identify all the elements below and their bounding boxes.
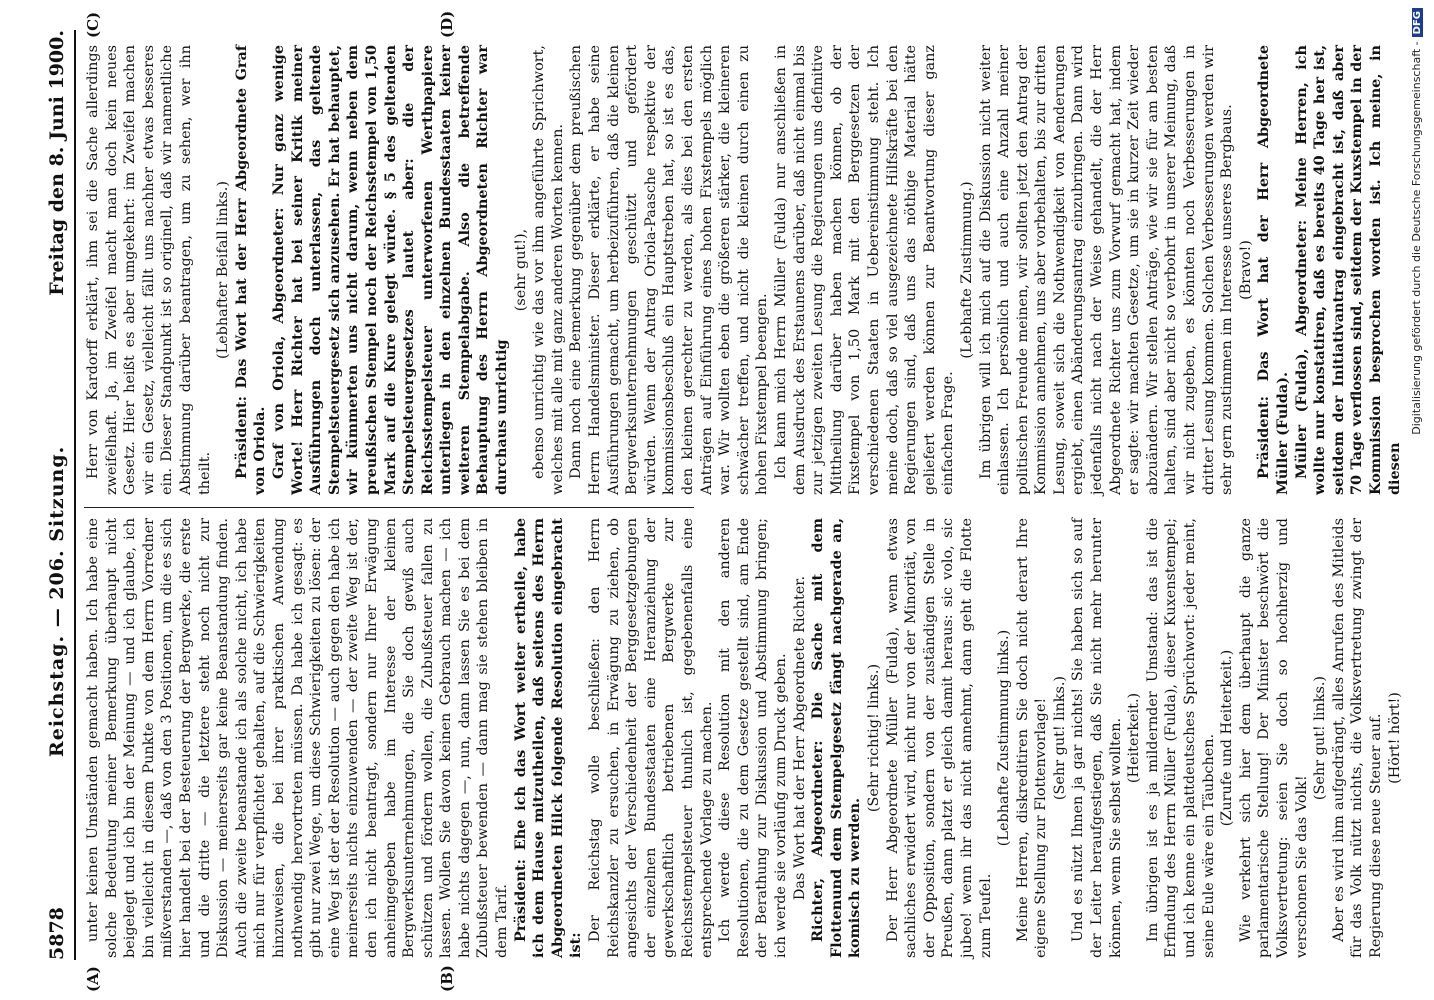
paragraph: (Heiterkeit.) [1126,692,1143,784]
dfg-logo: DFG [1412,8,1423,37]
paragraph: Müller (Fulda), Abgeordneter: Meine Herren, ich wollte nur konstatiren, daß es bereits 40 Tage her ist, seitdem der Initiativantrag eingebracht ist, daß aber 70 Tage verflossen sind, seitdem der Kuxstempel in der Kommission besprochen worden ist. Ich meine, in diesen [1292,45,1403,495]
paragraph: (Zurufe und Heiterkeit.) [1219,649,1236,827]
left-column [84,518,1403,958]
paragraph: Graf von Oriola, Abgeordneter: Nur ganz wenige Worte! Herr Richter hat bei seiner Kritik meiner Ausführungen doch unterlassen, das geltende Stempelsteuergesetz sich anzusehen. Er hat behauptet, wir kümmerten uns nicht darum, wenn neben dem preußischen Stempel noch der Reichsstempel von 1,50 Mark auf die Kure gelegt würde. § 5 des geltenden Stempelsteuergesetzes lautet aber: die der Reichsstempelsteuer unterworfenen Werthpapiere unterliegen in den einzelnen Bundesstaaten keiner weiteren Stempelabgabe. Also die betreffende Behauptung des Herrn Abgeordneten Richter war durchaus unrichtig [269,45,511,495]
digitization-credit [1410,8,1428,608]
paragraph: Herr von Kardorff erklärt, ihm sei die Sache allerdings zweifelhaft. Ja, im Zweifel macht man doch kein neues Gesetz. Hier heißt es aber umgekehrt: im Zweifel machen wir ein Gesetz, vielleicht fällt uns nachher etwas besseres ein. Dieser Standpunkt ist so originell, daß wir namentliche Abstimmung darüber beantragen, um zu sehen, wer ihn theilt. [85,45,213,495]
margin-marker-c: (C) [84,11,102,38]
paragraph: (Sehr gut! links.) [1312,675,1329,801]
credit-text: Digitalisierung gefördert durch die Deutsche Forschungsgemeinschaft - [1410,41,1423,435]
paragraph: (Hört! hört!) [1386,692,1403,784]
paragraph: Im übrigen ist es ja mildernder Umstand: das ist die Erfindung des Herrn Müller (Fulda), dieser Kuxenstempel; und ich kenne ein plattdeutsches Sprüchwort: jeder meint, seine Eule wäre ein Täubchen. [1144,518,1217,958]
margin-marker-b: (B) [438,965,456,992]
paragraph: Im übrigen will ich mich auf die Diskussion nicht weiter einlassen. Ich persönlich und auch eine Anzahl meiner politischen Freunde meinen, wir sollten jetzt den Antrag der Kommission annehmen, uns aber vorbehalten, bis zur dritten Lesung, soweit sich die Nothwendigkeit von Aenderungen ergiebt, einen Abänderungsantrag einzubringen. Dann wird jedenfalls nicht nach der Weise gehandelt, die der Herr Abgeordnete Richter uns zum Vorwurf gemacht hat, indem er sagte: wir machten Gesetze, um sie in kurzer Zeit wieder abzuändern. Wir stellen Anträge, wie wir sie für am besten halten, sind aber nicht so verbohrt in unserer Meinung, daß wir nicht zugeben, es könnten noch Verbesserungen in dritter Lesung kommen. Solchen Verbesserungen werden wir sehr gern zustimmen im Interesse unseres Bergbaus. [977,45,1236,495]
paragraph: Präsident: Das Wort hat der Herr Abgeordnete Graf von Oriola. [232,45,269,495]
paragraph: Der Herr Abgeordnete Müller (Fulda), wenn etwas sachliches erwidert wird, nicht nur von der Minorität, von der Opposition, sondern von der zuständigen Stelle in Preußen, dann platzt er gleich damit heraus: sic volo, sic jubeo! wenn ihr das nicht annehmt, dann geht die Flotte zum Teufel. [884,518,994,958]
paragraph: (Lebhafte Zustimmung links.) [996,629,1013,847]
paragraph: (Sehr gut! links.) [1051,675,1068,801]
session-title: Reichstag. — 206. Sitzung. [46,445,68,758]
paragraph: Wie verkehrt sich hier dem überhaupt die ganze parlamentarische Stellung! Der Minister beschwört die Volksvertretung: seien Sie doch so hochherzig und verschonen Sie das Volk! [1237,518,1310,958]
paragraph: Das Wort hat der Herr Abgeordnete Richter. [791,575,808,901]
paragraph: unter keinen Umständen gemacht haben. Ich habe eine solche Bedeutung meiner Bemerkung überhaupt nicht beigelegt und ich bin der Meinung — und ich glaube, ich bin vielleicht in diesem Punkte von dem Herrn Vorredner mißverstanden —, daß von den 3 Positionen, um die es sich hier handelt bei der Besteuerung der Bergwerke, die erste und die dritte — die letztere steht noch nicht zur Diskussion — meinerseits gar keine Beanstandung finden. Auch die zweite beanstande ich als solche nicht, ich habe mich nur für verpflichtet gehalten, auf die Schwierigkeiten hinzuweisen, die bei ihrer praktischen Anwendung nothwendig hervortreten müssen. Da habe ich gesagt: es gibt nur zwei Wege, um diese Schwierigkeiten zu lösen: der eine Weg ist der der Resolution — auch gegen den habe ich meinerseits nichts einzuwenden — der zweite Weg ist der, den ich nicht beantragt, sondern nur Ihrer Erwägung anheimgegeben habe im Interesse der kleinen Bergwerksunternehmungen, die Sie doch gewiß auch schützen und fördern wollen, die Zubußsteuer fallen zu lassen. Wollen Sie davon keinen Gebrauch machen — ich habe nichts dagegen —, nun, dann lassen Sie es bei dem Zubußsteuer bewenden — dann mag sie stehen bleiben in dem Tarif. [85,518,511,958]
paragraph: (Sehr richtig! links.) [865,663,882,813]
session-date: Freitag den 8. Juni 1900. [46,30,68,296]
right-column [84,45,1403,495]
paragraph: (Lebhafter Beifall links.) [215,181,232,359]
paragraph: Präsident: Ehe ich das Wort weiter ertheile, habe ich dem Hause mitzutheilen, daß seitens des Herrn Abgeordneten Hilck folgende Resolution eingebracht ist: [511,518,585,958]
margin-marker-d: (D) [438,10,456,38]
paragraph: ebenso unrichtig wie das vor ihm angeführte Sprichwort, welches mit alle mit ganz anderen Worten kennen. [531,45,566,495]
page-number: 5878 [46,907,68,960]
paragraph: (sehr gut!), [512,228,529,312]
paragraph: Und es nützt Ihnen ja gar nichts! Sie haben sich so auf der Leiter heraufgestiegen, daß Sie nicht mehr herunter können, wenn Sie selbst wollten. [1070,518,1124,958]
paragraph: Ich werde diese Resolution mit den anderen Resolutionen, die zu dem Gesetze gestellt sind, am Ende der Berathung zur Diskussion und Abstimmung bringen; ich werde sie vorläufig zum Druck geben. [717,518,789,958]
paragraph: Der Reichstag wolle beschließen: den Herrn Reichskanzler zu ersuchen, in Erwägung zu ziehen, ob angesichts der Verschiedenheit der Berggesetzgebungen der einzelnen Bundesstaaten eine Heranziehung der gewerkschaftlich betriebenen Bergwerke zur Reichsstempelsteuer thunlich ist, gegebenenfalls eine entsprechende Vorlage zu machen. [587,518,715,958]
paragraph: Präsident: Das Wort hat der Herr Abgeordnete Müller (Fulda). [1255,45,1291,495]
paragraph: (Bravo!) [1237,240,1254,300]
column-divider [84,507,694,508]
paragraph: (Lebhafte Zustimmung.) [958,181,975,359]
paragraph: Ich kann mich Herrn Müller (Fulda) nur anschließen in dem Ausdruck des Erstaunens darüber, daß nicht einmal bis zur jetzigen zweiten Lesung die Regierungen uns definitive Mittheilung darüber haben machen können, ob der Fixstempel von 1,50 Mark mit den Berggesetzen der verschiedenen Staaten in Uebereinstimmung steht. Ich meine doch, daß so viel ausgezeichnete Hilfskräfte bei den Regierungen sind, daß uns das nöthige Material hätte geliefert werden können zur Beantwortung dieser ganz einfachen Frage. [772,45,957,495]
page-header [40,30,76,960]
paragraph: Aber es wird ihm aufgedrängt, alles Anrufen des Mitleids für das Volk nützt nichts, die Volksvertretung zwingt der Regierung diese neue Steuer auf. [1330,518,1384,958]
paragraph: Dann noch eine Bemerkung gegenüber dem preußischen Herrn Handelsminister. Dieser erklärte, er habe seine Ausführungen gemacht, um herbeizuführen, daß die kleinen Bergwerksunternehmungen geschützt und gefördert würden. Wenn der Antrag Oriola-Paasche respektive der kommissionsbeschluß ein Hauptstreben hat, so ist es das, den kleinen gerechter zu werden, als dies bei den ersten Anträgen auf Einführung eines hohen Fixstempels möglich war. Wir wollten eben die größeren stärker, die kleineren schwächer treffen, und nicht die kleinen durch einen zu hohen Fixstempel beengen. [568,45,771,495]
paragraph: Meine Herren, diskreditiren Sie doch nicht derart Ihre eigene Stellung zur Flottenvorlage! [1014,518,1050,958]
paragraph: Richter, Abgeordneter: Die Sache mit dem Flottenund dem Stempelgesetz fängt nachgerade an, komisch zu werden. [809,518,864,958]
margin-marker-a: (A) [84,966,102,992]
